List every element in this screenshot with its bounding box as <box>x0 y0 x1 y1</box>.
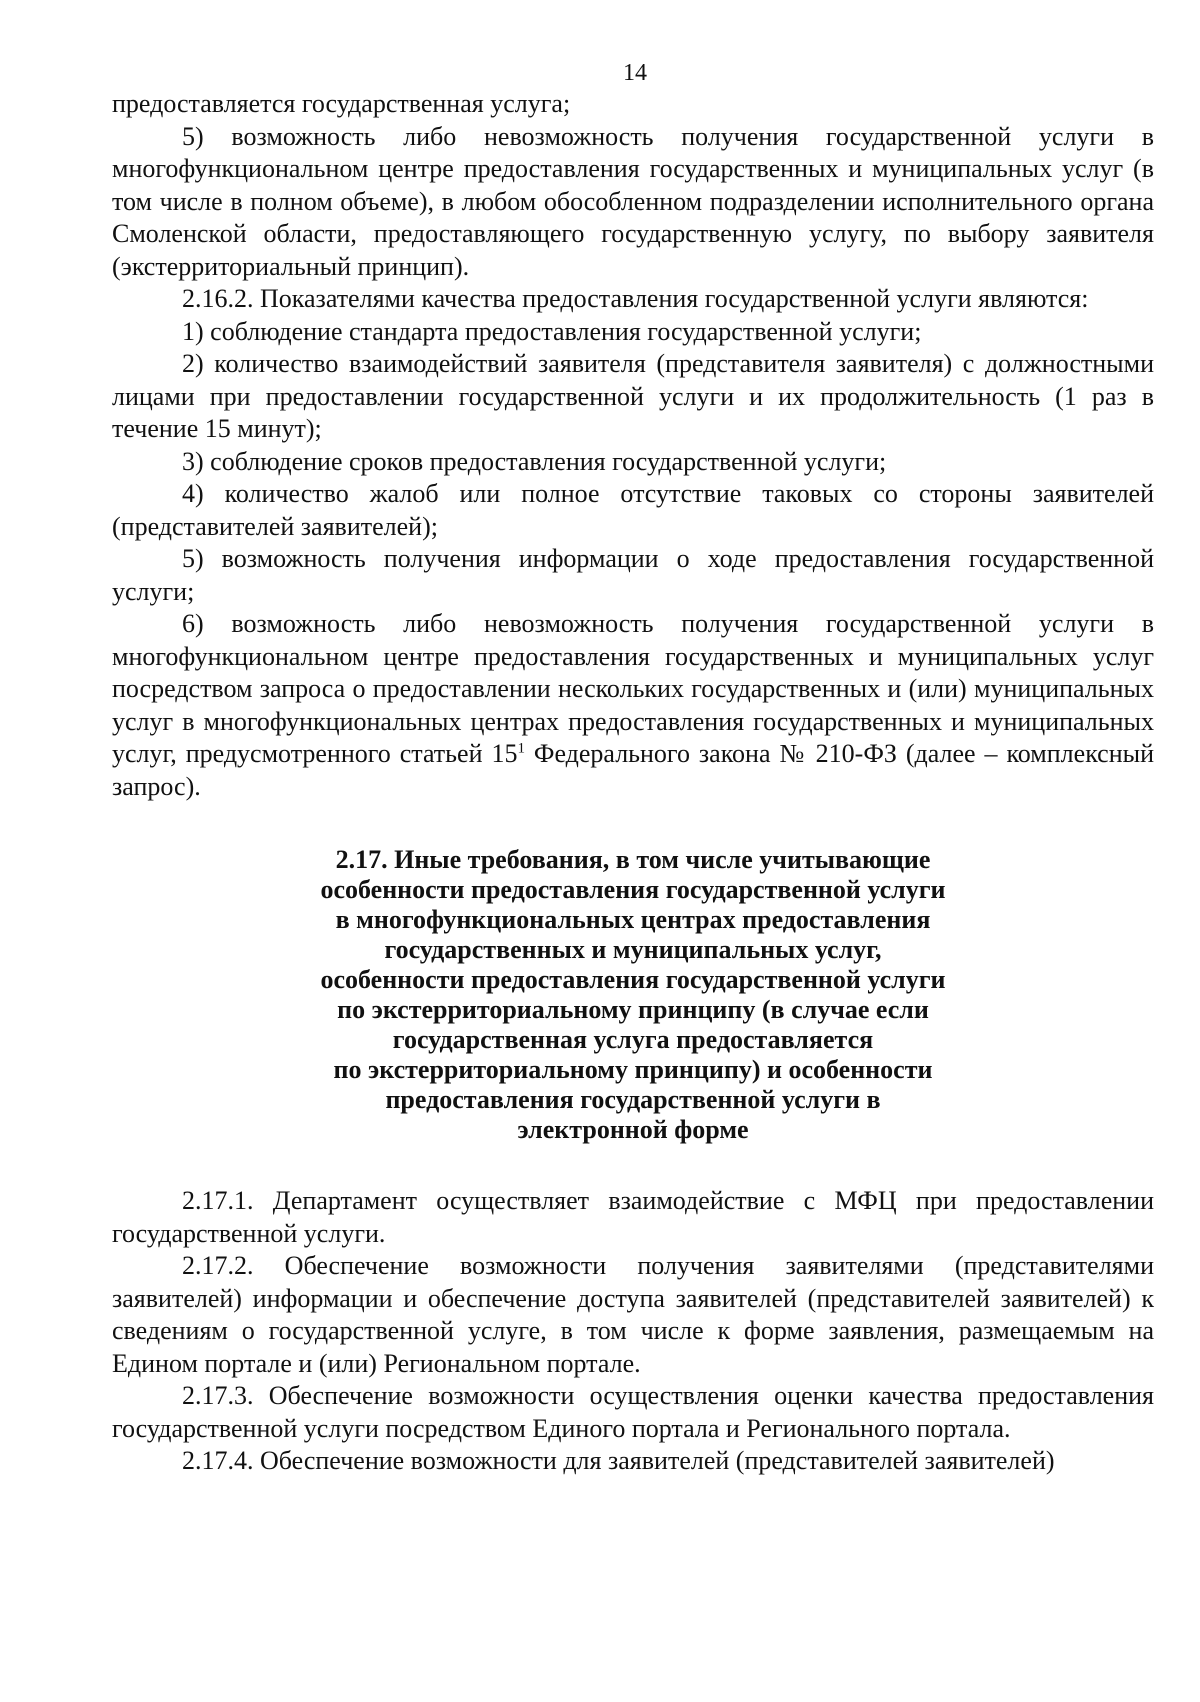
paragraph-text: Федерального закона № 210-ФЗ (далее – комплексный запрос). <box>112 739 1155 801</box>
paragraph: 2.17.3. Обеспечение возможности осуществления оценки качества предоставления государственной услуги посредством Единого портала и Регионального портала. <box>112 1381 1154 1443</box>
heading-line: государственных и муниципальных услуг, <box>384 935 882 964</box>
paragraph: 2.17.4. Обеспечение возможности для заявителей (представителей заявителей) <box>182 1446 1055 1475</box>
heading-line: в многофункциональных центрах предоставления <box>335 905 931 934</box>
paragraph: 2) количество взаимодействий заявителя (представителя заявителя) с должностными лицами при предоставлении государственной услуги и их продолжительность (1 раз в течение 15 минут); <box>112 349 1154 443</box>
document-body <box>112 88 1154 1478</box>
heading-line: по экстерриториальному принципу (в случае если <box>337 995 929 1024</box>
page-number: 14 <box>623 60 647 86</box>
section-heading <box>273 845 993 1145</box>
heading-line: предоставления государственной услуги в <box>385 1085 881 1114</box>
paragraph: 5) возможность либо невозможность получения государственной услуги в многофункциональном центре предоставления государственных и муниципальных услуг (в том числе в полном объеме), в любом обособленном подразделении исполнительного органа Смоленской области, предоставляющего государственную услугу, по выбору заявителя (экстерриториальный принцип). <box>112 121 1154 281</box>
paragraph: 3) соблюдение сроков предоставления государственной услуги; <box>182 446 887 476</box>
heading-line: государственная услуга предоставляется <box>392 1025 874 1054</box>
heading-line: 2.17. Иные требования, в том числе учитывающие <box>335 845 931 874</box>
paragraph-complex-request <box>112 608 1154 803</box>
paragraph: предоставляется государственная услуга; <box>112 89 571 118</box>
paragraph: 2.16.2. Показателями качества предоставления государственной услуги являются: <box>182 284 1089 313</box>
heading-line: по экстерриториальному принципу) и особенности <box>333 1055 933 1084</box>
heading-line: электронной форме <box>517 1115 749 1144</box>
paragraph: 2.17.2. Обеспечение возможности получения заявителями (представителями заявителей) информации и обеспечение доступа заявителей (представителей заявителей) к сведениям о государственной услуге, в том числе к форме заявления, размещаемым на Едином портале и (или) Региональном портале. <box>112 1251 1154 1378</box>
paragraph: 4) количество жалоб или полное отсутствие таковых со стороны заявителей (представителей заявителей); <box>112 479 1154 541</box>
paragraph: 1) соблюдение стандарта предоставления государственной услуги; <box>182 316 922 346</box>
heading-line: особенности предоставления государственной услуги <box>320 875 946 904</box>
paragraph-text: 6) возможность либо невозможность получения государственной услуги в многофункциональном центре предоставления государственных и муниципальных услуг посредством запроса о предоставлении нескольких государственных и (или) муниципальных услуг в многофункциональных центрах предоставления государственных и муниципальных услуг, предусмотренного статьей 15 <box>112 609 1154 768</box>
heading-line: особенности предоставления государственной услуги <box>320 965 946 994</box>
paragraph: 5) возможность получения информации о ходе предоставления государственной услуги; <box>112 544 1154 606</box>
superscript: 1 <box>517 740 525 757</box>
paragraph: 2.17.1. Департамент осуществляет взаимодействие с МФЦ при предоставлении государственной услуги. <box>112 1186 1154 1248</box>
